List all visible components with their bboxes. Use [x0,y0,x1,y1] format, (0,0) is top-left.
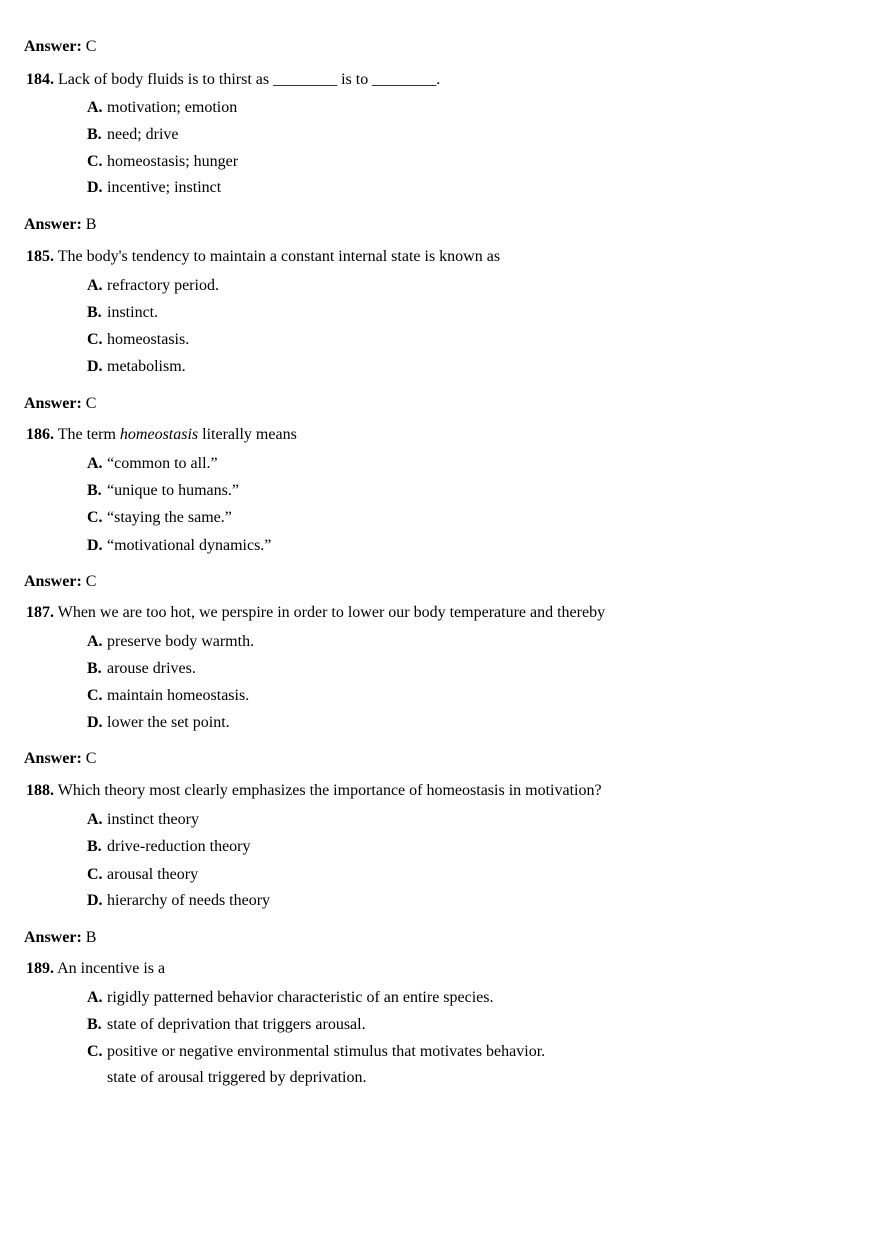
option-d [87,536,271,556]
answer-value: B [85,929,97,946]
answer-label: Answer: [24,216,82,233]
option-text: positive or negative environmental stimulus that motivates behavior. [107,1043,546,1060]
option-text: preserve body warmth. [107,633,255,650]
option-text: lower the set point. [107,714,230,731]
option-d [87,357,186,377]
option-continuation: state of arousal triggered by deprivation. [107,1069,367,1086]
option-text: arouse drives. [107,660,196,677]
question-number: 187. [26,604,54,621]
answer-label: Answer: [24,395,82,412]
option-letter: C. [87,866,103,883]
answer-label: Answer: [24,750,82,767]
option-text: rigidly patterned behavior characteristic of an entire species. [107,989,494,1006]
answer-label: Answer: [24,929,82,946]
option-text: instinct theory [107,811,199,828]
option-text: maintain homeostasis. [107,687,250,704]
option-letter: B. [87,304,102,321]
option-c [87,330,189,350]
option-text: “unique to humans.” [107,482,239,499]
option-text: arousal theory [107,866,199,883]
option-text: drive-reduction theory [107,838,251,855]
option-a [87,810,199,830]
question-text: The body's tendency to maintain a constant internal state is known as [57,248,501,265]
question-text-before: The term [57,426,120,443]
answer-line [24,749,96,769]
question-185 [26,247,500,267]
answer-line [24,394,96,414]
option-letter: A. [87,633,103,650]
option-d [87,713,230,733]
option-letter: C. [87,1043,103,1060]
answer-line [24,572,96,592]
option-letter: A. [87,277,103,294]
question-184 [26,70,440,90]
question-number: 188. [26,782,54,799]
question-text: Lack of body fluids is to thirst as ________ is to ________. [58,71,441,88]
option-letter: B. [87,660,102,677]
option-letter: D. [87,537,103,554]
question-number: 186. [26,426,54,443]
option-b [87,481,239,501]
option-c [87,865,198,885]
option-a [87,98,237,118]
option-letter: C. [87,331,103,348]
option-a [87,988,494,1008]
option-letter: B. [87,838,102,855]
option-letter: C. [87,153,103,170]
option-a [87,632,254,652]
option-text: motivation; emotion [107,99,238,116]
question-186 [26,425,297,445]
option-text: homeostasis. [107,331,190,348]
option-letter: C. [87,687,103,704]
option-text: need; drive [107,126,179,143]
option-b [87,303,158,323]
option-letter: D. [87,714,103,731]
option-letter: D. [87,179,103,196]
option-b [87,837,251,857]
answer-line [24,37,96,57]
option-text: incentive; instinct [107,179,222,196]
question-187 [26,603,605,623]
answer-line [24,928,96,948]
option-letter: D. [87,358,103,375]
question-188 [26,781,602,801]
option-a [87,454,218,474]
option-c [87,686,249,706]
option-d [87,891,270,911]
answer-value: C [85,750,97,767]
option-text: “staying the same.” [107,509,232,526]
option-b [87,125,179,145]
option-b [87,659,196,679]
option-text: state of deprivation that triggers arousal. [107,1016,366,1033]
option-letter: A. [87,455,103,472]
option-text: instinct. [107,304,159,321]
option-letter: A. [87,99,103,116]
answer-value: C [85,573,97,590]
question-text: An incentive is a [57,960,166,977]
option-letter: B. [87,482,102,499]
answer-value: C [85,38,97,55]
option-text: homeostasis; hunger [107,153,239,170]
option-text: hierarchy of needs theory [107,892,271,909]
option-c [87,508,232,528]
question-text-after: literally means [198,426,297,443]
option-letter: C. [87,509,103,526]
option-c [87,152,238,172]
option-letter: D. [87,892,103,909]
answer-value: B [85,216,97,233]
option-letter: B. [87,126,102,143]
option-text: metabolism. [107,358,186,375]
option-text: refractory period. [107,277,219,294]
option-text: “common to all.” [107,455,218,472]
option-text: “motivational dynamics.” [107,537,272,554]
question-text-italic: homeostasis [119,426,199,443]
option-b [87,1015,366,1035]
question-text: Which theory most clearly emphasizes the importance of homeostasis in motivation? [57,782,602,799]
option-c [87,1042,545,1062]
option-letter: B. [87,1016,102,1033]
question-number: 185. [26,248,54,265]
option-a [87,276,219,296]
answer-label: Answer: [24,38,82,55]
question-number: 189. [26,960,54,977]
option-letter: A. [87,811,103,828]
answer-value: C [85,395,97,412]
option-letter: A. [87,989,103,1006]
question-189 [26,959,165,979]
question-number: 184. [26,71,54,88]
answer-line [24,215,96,235]
question-text: When we are too hot, we perspire in order to lower our body temperature and thereby [57,604,606,621]
option-d [87,178,221,198]
answer-label: Answer: [24,573,82,590]
